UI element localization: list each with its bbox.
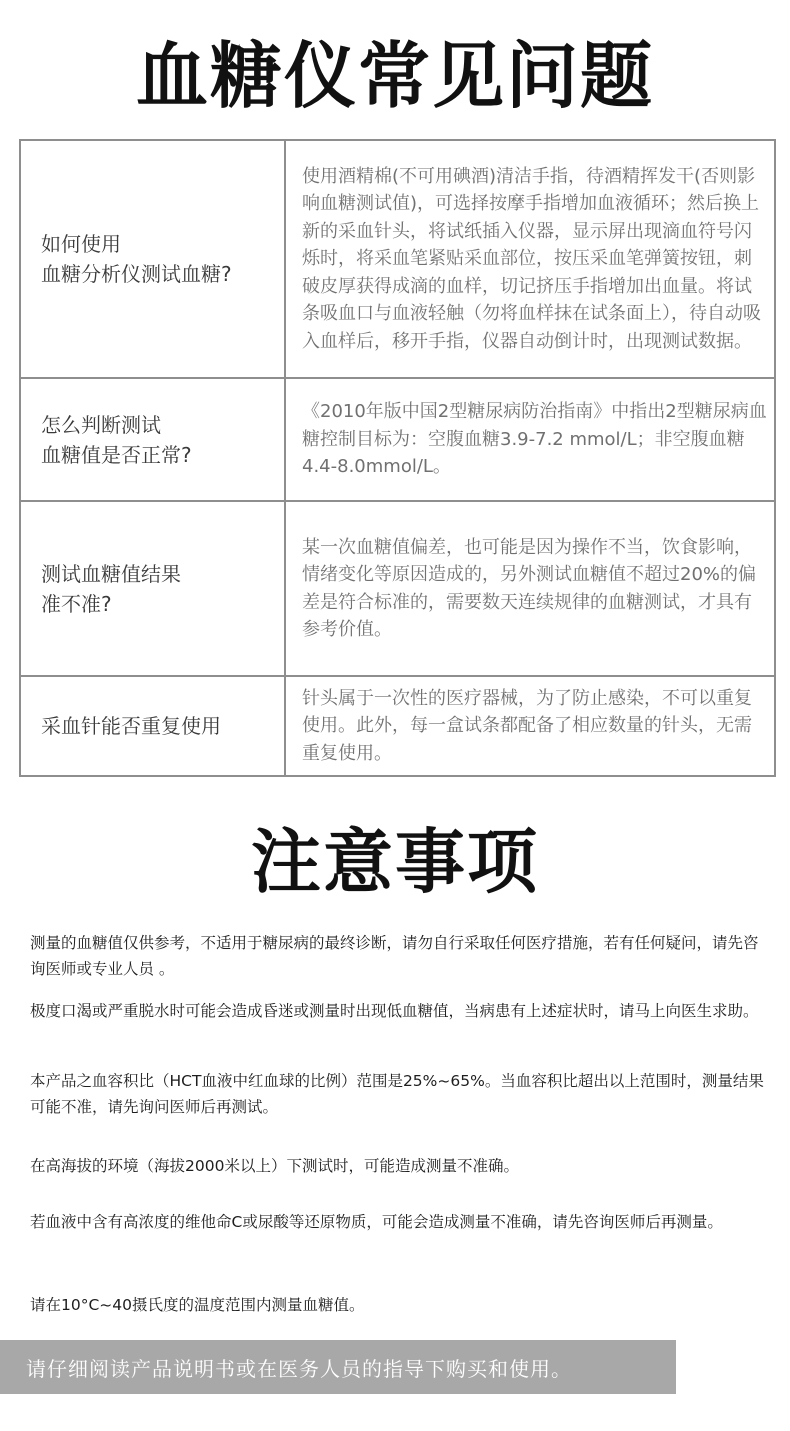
faq-question: 怎么判断测试 血糖值是否正常? — [21, 379, 286, 500]
faq-answer — [286, 141, 774, 377]
faq-answer-text: 针头属于一次性的医疗器械，为了防止感染，不可以重复使用。此外，每一盒试条都配备了相应数量的针头，无需重复使用。 — [302, 687, 752, 764]
notice-item: 测量的血糖值仅供参考，不适用于糖尿病的最终诊断，请勿自行采取任何医疗措施，若有任何疑问，请先咨询医师或专业人员 。 — [30, 934, 759, 978]
faq-question: 测试血糖值结果 准不准? — [21, 502, 286, 675]
faq-row-normal-range — [21, 379, 774, 502]
notice-item: 请在10°C~40摄氏度的温度范围内测量血糖值。 — [30, 1296, 365, 1314]
faq-row-accuracy — [21, 502, 774, 677]
notice-item: 在高海拔的环境（海拔2000米以上）下测试时，可能造成测量不准确。 — [30, 1157, 519, 1175]
faq-answer-text: 使用酒精棉(不可用碘酒)清洁手指，待酒精挥发干(否则影响血糖测试值)，可选择按摩手指增加血液循环；然后换上新的采血针头，将试纸插入仪器，显示屏出现滴血符号闪烁时，将采血笔紧贴采血部位，按压采血笔弹簧按钮，刺破皮厚获得成滴的血样，切记挤压手指增加出血量。将试条吸血口与血液轻触（勿将血样抹在试条面上），待自动吸入血样后，移开手指，仪器自动倒计时，出现测试数据。 — [302, 165, 761, 352]
faq-section-title: 血糖仪常见问题 — [135, 34, 654, 118]
faq-answer — [286, 379, 774, 500]
faq-question: 采血针能否重复使用 — [21, 677, 286, 775]
notice-item: 本产品之血容积比（HCT血液中红血球的比例）范围是25%~65%。当血容积比超出以上范围时，测量结果可能不准，请先询问医师后再测试。 — [30, 1072, 764, 1116]
faq-row-usage — [21, 141, 774, 379]
footer-text: 请仔细阅读产品说明书或在医务人员的指导下购买和使用。 — [26, 1356, 572, 1381]
faq-row-lancet-reuse — [21, 677, 774, 775]
faq-table — [19, 139, 776, 777]
notice-item: 若血液中含有高浓度的维他命C或尿酸等还原物质，可能会造成测量不准确，请先咨询医师后再测量。 — [30, 1213, 723, 1231]
faq-answer-text: 某一次血糖值偏差，也可能是因为操作不当，饮食影响，情绪变化等原因造成的，另外测试血糖值不超过20%的偏差是符合标准的，需要数天连续规律的血糖测试，才具有参考价值。 — [302, 536, 757, 640]
notice-section-title: 注意事项 — [251, 821, 539, 903]
faq-question: 如何使用 血糖分析仪测试血糖? — [21, 141, 286, 377]
faq-answer-text: 《2010年版中国2型糖尿病防治指南》中指出2型糖尿病血糖控制目标为：空腹血糖3.9-7.2 mmol/L；非空腹血糖4.4-8.0mmol/L。 — [302, 401, 767, 478]
footer-banner — [0, 1340, 676, 1394]
faq-answer — [286, 677, 774, 775]
notice-item: 极度口渴或严重脱水时可能会造成昏迷或测量时出现低血糖值，当病患有上述症状时，请马上向医生求助。 — [30, 1002, 759, 1020]
faq-answer — [286, 502, 774, 675]
